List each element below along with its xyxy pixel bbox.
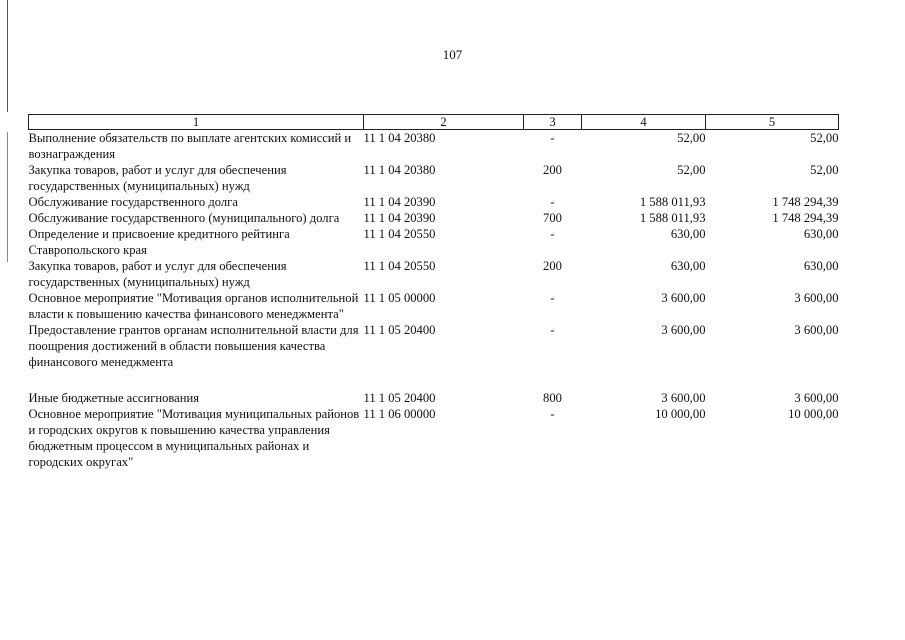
budget-code: 11 1 06 00000 — [363, 407, 436, 421]
column-header: 2 — [364, 115, 524, 130]
page-number: 107 — [442, 47, 463, 62]
amount-col4: 630,00 — [670, 227, 706, 241]
expense-name: Выполнение обязательств по выплате агентских комиссий и вознаграждения — [28, 131, 352, 161]
expense-name: Основное мероприятие "Мотивация муниципальных районов и городских округов к повышению качества управления бюджетным процессом в муниципальных районах и городских округах" — [28, 407, 360, 469]
amount-col5: 3 600,00 — [794, 323, 839, 337]
budget-table — [28, 114, 839, 470]
table-row — [29, 322, 839, 370]
table-row — [29, 162, 839, 194]
amount-col4: 3 600,00 — [661, 291, 706, 305]
expense-type: 200 — [543, 163, 562, 177]
amount-col4: 10 000,00 — [655, 407, 706, 421]
table-row — [29, 194, 839, 210]
amount-col5: 52,00 — [810, 131, 839, 145]
amount-col4: 52,00 — [677, 163, 706, 177]
budget-code: 11 1 04 20550 — [363, 227, 436, 241]
expense-type: - — [550, 131, 555, 145]
expense-name: Основное мероприятие "Мотивация органов исполнительной власти к повышению качества финансового менеджмента" — [28, 291, 359, 321]
blank-cell — [29, 370, 839, 390]
expense-name: Предоставление грантов органам исполнительной власти для поощрения достижений в области повышения качества финансового менеджмента — [28, 323, 359, 369]
budget-code: 11 1 04 20390 — [363, 195, 436, 209]
expense-type: 700 — [543, 211, 562, 225]
blank-spacer-row — [29, 370, 839, 390]
budget-code: 11 1 04 20380 — [363, 163, 436, 177]
scan-edge-line — [7, 132, 8, 262]
amount-col4: 3 600,00 — [661, 391, 706, 405]
amount-col5: 3 600,00 — [794, 291, 839, 305]
budget-code: 11 1 05 20400 — [363, 323, 436, 337]
table-row — [29, 258, 839, 290]
expense-name: Закупка товаров, работ и услуг для обеспечения государственных (муниципальных) нужд — [28, 259, 287, 289]
column-header: 5 — [706, 115, 839, 130]
expense-type: - — [550, 407, 555, 421]
table-row — [29, 130, 839, 163]
amount-col5: 1 748 294,39 — [772, 195, 839, 209]
budget-code: 11 1 04 20380 — [363, 131, 436, 145]
budget-code: 11 1 05 20400 — [363, 391, 436, 405]
budget-code: 11 1 04 20390 — [363, 211, 436, 225]
expense-type: - — [550, 227, 555, 241]
expense-type: - — [550, 195, 555, 209]
table-row — [29, 390, 839, 406]
column-header: 3 — [524, 115, 582, 130]
expense-type: 800 — [543, 391, 562, 405]
budget-code: 11 1 04 20550 — [363, 259, 436, 273]
expense-name: Закупка товаров, работ и услуг для обеспечения государственных (муниципальных) нужд — [28, 163, 287, 193]
amount-col5: 630,00 — [803, 259, 839, 273]
budget-code: 11 1 05 00000 — [363, 291, 436, 305]
expense-type: - — [550, 323, 555, 337]
table-row — [29, 210, 839, 226]
amount-col5: 10 000,00 — [788, 407, 839, 421]
expense-name: Обслуживание государственного долга — [28, 195, 238, 209]
amount-col4: 630,00 — [670, 259, 706, 273]
expense-name: Иные бюджетные ассигнования — [28, 391, 200, 405]
expense-name: Обслуживание государственного (муниципального) долга — [28, 211, 340, 225]
table-header-row — [29, 115, 839, 130]
amount-col4: 1 588 011,93 — [639, 195, 706, 209]
table-row — [29, 226, 839, 258]
amount-col4: 52,00 — [677, 131, 706, 145]
amount-col5: 630,00 — [803, 227, 839, 241]
table-row — [29, 290, 839, 322]
expense-name: Определение и присвоение кредитного рейтинга Ставропольского края — [28, 227, 290, 257]
expense-type: - — [550, 291, 555, 305]
column-header: 1 — [29, 115, 364, 130]
amount-col4: 1 588 011,93 — [639, 211, 706, 225]
expense-type: 200 — [543, 259, 562, 273]
table-row — [29, 406, 839, 470]
amount-col5: 52,00 — [810, 163, 839, 177]
amount-col4: 3 600,00 — [661, 323, 706, 337]
amount-col5: 1 748 294,39 — [772, 211, 839, 225]
amount-col5: 3 600,00 — [794, 391, 839, 405]
column-header: 4 — [582, 115, 706, 130]
